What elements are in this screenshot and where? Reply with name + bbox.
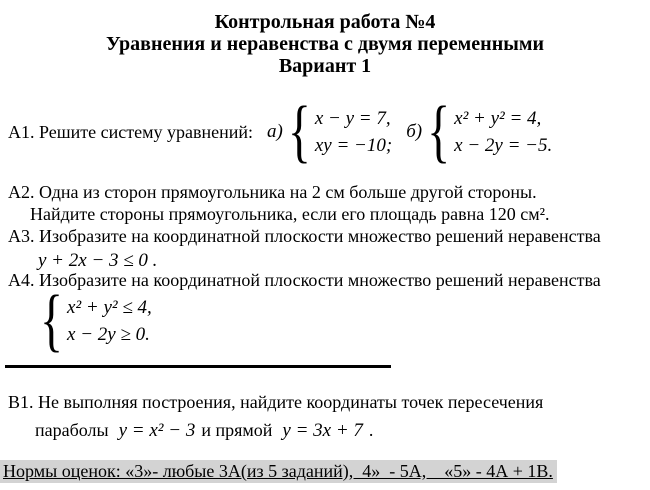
task-a1 — [8, 92, 553, 170]
task-a1-label: А1. Решите систему уравнений: — [8, 121, 253, 142]
task-b1 — [8, 391, 543, 442]
task-a2-line-1: А2. Одна из сторон прямоугольника на 2 см больше другой стороны. — [8, 182, 537, 202]
task-b1-prefix: параболы — [35, 420, 109, 440]
left-brace-glyph: { — [287, 92, 311, 170]
equation-line: xy = −10; — [314, 135, 393, 156]
task-b1-suffix: . — [368, 420, 374, 440]
equation-line: x² + y² = 4, — [454, 108, 542, 129]
task-a1-item-b-label: б) — [406, 121, 423, 142]
task-b1-middle: и прямой — [201, 420, 273, 440]
line-equation: y = 3x + 7 — [282, 420, 363, 441]
task-a3-line-1: А3. Изобразите на координатной плоскости множество решений неравенства — [8, 226, 601, 246]
equation-line: x − 2y ≥ 0. — [67, 324, 150, 345]
task-a2 — [8, 181, 550, 225]
task-a4-line-1: А4. Изобразите на координатной плоскости множество решений неравенства — [8, 270, 601, 290]
left-brace-glyph: { — [40, 281, 64, 359]
title-line-2: Уравнения и неравенства с двумя переменными — [106, 33, 544, 55]
equation-system-b — [427, 92, 553, 170]
document-title — [0, 11, 650, 77]
title-line-1: Контрольная работа №4 — [214, 11, 436, 33]
task-a4-system — [40, 281, 601, 359]
equation-line: x − 2y = −5. — [454, 135, 553, 156]
system-b-equations — [454, 105, 552, 159]
task-a1-item-a-label: а) — [266, 121, 283, 142]
equation-line: x² + y² ≤ 4, — [67, 297, 152, 318]
task-b1-line-2 — [8, 419, 543, 442]
grading-note: Нормы оценок: «3»- любые 3А(из 5 заданий), 4» - 5А, «5» - 4А + 1В. — [0, 460, 557, 483]
task-b1-line-1: В1. Не выполняя построения, найдите координаты точек пересечения — [8, 392, 544, 412]
parabola-equation: y = x² − 3 — [118, 420, 196, 441]
task-a4 — [8, 269, 601, 359]
grading-footer — [0, 461, 557, 482]
system-a4-equations — [67, 294, 152, 348]
horizontal-separator-line — [5, 365, 391, 368]
system-a-equations — [315, 105, 392, 159]
equation-line: x − y = 7, — [314, 108, 391, 129]
task-a3-inequality: y + 2x − 3 ≤ 0 . — [38, 250, 158, 271]
title-line-3: Вариант 1 — [278, 55, 372, 77]
task-a2-line-2: Найдите стороны прямоугольника, если его площадь равна 120 см². — [30, 204, 550, 224]
equation-system-a — [287, 92, 393, 170]
task-a3 — [8, 225, 601, 273]
left-brace-glyph: { — [427, 92, 451, 170]
